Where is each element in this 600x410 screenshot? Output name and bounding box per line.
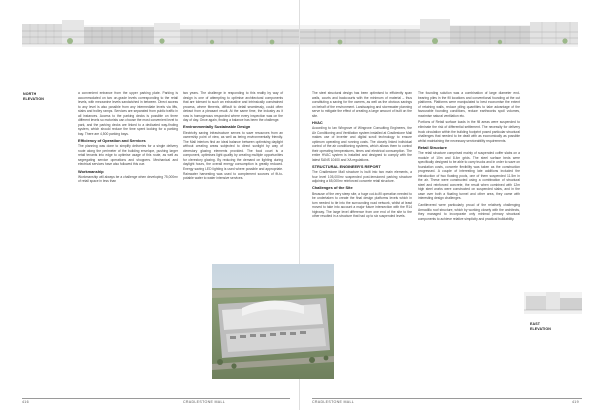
caption-line: EAST <box>530 322 540 326</box>
paragraph: Electricity saving infrastructure serves to save resources from an ownership point of view, as well as being environmentally friendly. The Mall interiors find an ideal balance between optimising daylight without creating areas subjected to direct sunlight by way of clerestory glazing elements provided. The food court is a component, optimises light quality by creating multiple opportunities for clerestory glazing. By reducing the demand on lighting during daylight hours, the overall energy consumption is greatly reduced. Energy saving LED lighting is used where possible and appropriate. Rainwater harvesting was used to complement sources of fit-to-potable water to water intensive services. <box>183 130 283 181</box>
running-title: CRADLESTONE MALL <box>183 400 226 404</box>
paragraph: a convenient entrance from the upper parking plate. Parking is accommodated on two on-grade levels corresponding to the retail levels, with mezzanine levels sandwiched in between. Direct access to any level is also possible from any intermediate levels via lifts, stairs and trolley ramps. Services are separated from public traffic in all instances. Access to the parking decks is possible on three different levels so motorists can choose the most convenient level to park, and the parking decks are linked to a dedicated way-finding system, which should reduce the time spent looking for a parking bay. There are 4,500 parking bays. <box>78 91 178 136</box>
left-page-column-2 <box>183 91 283 183</box>
footer-rule <box>312 398 582 399</box>
paragraph: Workmanship will always be a challenge when developing 75,000m² of retail space in less than <box>78 174 178 184</box>
section-heading: Challenges of the Site <box>312 185 353 191</box>
right-page-column-2 <box>418 91 520 224</box>
section-heading: STRUCTURAL ENGINEER'S REPORT <box>312 164 381 170</box>
north-elevation-drawing <box>22 11 300 47</box>
section-heading: Efficiency of Operation and Services <box>78 138 146 144</box>
aerial-photo-of-mall <box>212 264 334 379</box>
page-number: 416 <box>22 400 29 404</box>
caption-line: ELEVATION <box>23 96 44 101</box>
paragraph: The founding solution was a combination of large diameter end-bearing piles in the fill locations and conventional founding at the cut platforms. Platforms were manipulated to best economise the extent of retaining walls, reduce piling quantities to take advantage of the favourable founding conditions, reduce earthworks spoil volumes, maximise natural ventilation etc. <box>418 91 520 118</box>
east-elevation-caption <box>530 322 551 331</box>
caption-line: NORTH <box>23 92 37 96</box>
paragraph: Portions of Retail surface loads in the fill areas were suspended to eliminate the risk of differential settlement. The necessity for delivery truck circulation within the building footprint posed particular structural challenges that needed to be dealt with as economically as possible whilst maintaining the necessary serviceability requirements. <box>418 120 520 143</box>
paragraph: The steel structural design has been optimised to efficiently span walls, courts and backcourts with the minimum of material – thus constituting a saving for the owners, as well as the obvious savings on behalf of the environment. Landscaping and stormwater planning serve to mitigate the effect of creating a large amount of built on the site. <box>312 91 412 118</box>
north-elevation-drawing-continued <box>300 11 578 47</box>
paragraph: Because of the very steep site, a huge cut-to-fill operation needed to be undertaken to create the final design platforms levels which in turn needed to tie into the surrounding road network, whilst at least moved to take into account a major future intersection with the R14 highway. The large level difference from one end of the site to the other resulted in a structure that had up to six suspended levels. <box>312 191 412 219</box>
left-page-column-1 <box>78 91 178 186</box>
right-page-column-1 <box>312 91 412 221</box>
right-page <box>300 0 600 410</box>
paragraph: According to Ian Wingrove of Wingrove Consulting Engineers, the Air Conditioning and Ventilation system installed at Cradlestone Mall makes use of inverter and digital scroll technology to ensure optimum operating and running costs. The closely linked individual control of the air conditioning systems, which allows them to control their operating temperatures, times and electrical consumption. The entire HVAC system is installed and designed to comply with the latest SANS 10400 and XA regulations. <box>312 126 412 162</box>
section-heading: Environmentally Sustainable Design <box>183 124 251 130</box>
footer-rule <box>22 398 290 399</box>
paragraph: The planning was done to simplify deliveries for a single delivery route along the perimeter of the building envelope, pushing larger retail tenants into edge to optimise usage of this route, as well as segregating service operations and shoppers. Mechanical and electrical services have also followed this cue. <box>78 144 178 167</box>
north-elevation-caption <box>23 92 44 101</box>
section-heading: Workmanship <box>78 168 104 174</box>
paragraph: Cantilevered were particularly proud of the relatively challenging Armadillo roof structure, which by working closely with the architects, they managed to incorporate only minimal primary structural components to achieve relative simplicity and practical buildability. <box>418 203 520 221</box>
running-title: CRADLESTONE MALL <box>312 400 355 404</box>
section-heading: Retail Structure <box>418 144 447 150</box>
section-heading: HVAC <box>312 119 323 125</box>
east-elevation-drawing <box>524 286 582 314</box>
paragraph: The retail structure comprised mainly of suspended coffer slabs on a module of 10m and 8.4m grids. The steel surface beds were specifically designed to be able to carry trucks and in order to save on foundation costs, concrete flexibility was taken as the construction progressed. A couple of interesting late additions included the introduction of two floating pools, one of them suspended 11.5m in the air. These were constructed using a combination of structural steel and reinforced concrete, the result when combined with 12m high steel works were constructed on suspended slabs, and in the case over both a floating tunnel and other area, they came with interesting design challenges. <box>418 150 520 201</box>
page-number: 419 <box>572 400 579 404</box>
paragraph: two years. The challenge in responding to this reality by way of design is one of attempting to optimise architectural components that are tolerant to such an exhaustive and intrinsically constrained process, where fitments, difficult to detail seamlessly, could often detract from a pleasant result. At the same time, the industry as it now is homogenous responded where every inspection was on the day of day. Once again, finding a balance has been the challenge. <box>183 91 283 123</box>
caption-line: ELEVATION <box>530 326 551 331</box>
paragraph: The Cradlestone Mall structure is built into two main elements, a four level 105,000m² suspended post-tensioned parking structure adjoining a 65,000m² reinforced concrete retail structure. <box>312 170 412 184</box>
